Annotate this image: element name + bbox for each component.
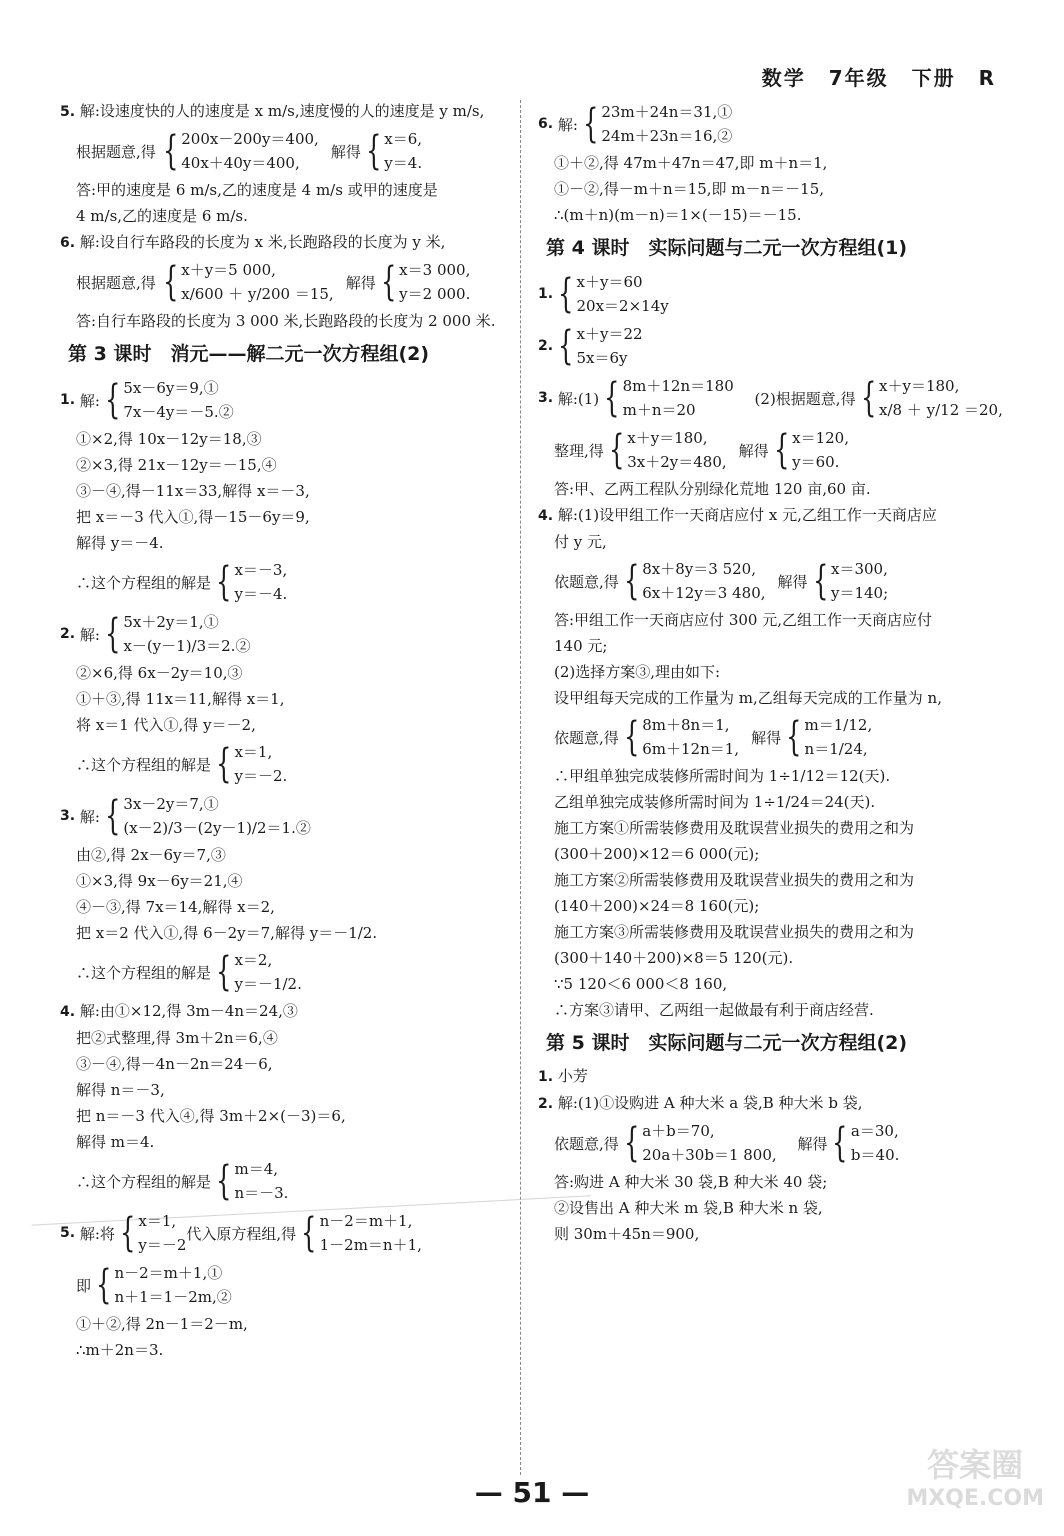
brace-icon: { [608, 427, 625, 473]
answer-r1: 1. { x＋y＝60 20x＝2×14y [538, 271, 669, 317]
problem-2: 2. 解: { 5x＋2y＝1,① x－(y－1)/3＝2.② ②×6,得 6x－2y＝10,③ ①＋③,得 11x＝11,解得 x＝1, 将 x＝1 代入①,得 y＝－2, ∴这个方程组的解是 { x＝1, y＝－2. [60, 611, 288, 787]
brace-icon: { [301, 1210, 317, 1256]
right-column [538, 98, 1008, 1247]
brace-icon: { [623, 1120, 640, 1166]
column-divider [520, 100, 521, 1475]
problem-5: 5. 解:将 { x＝1, y＝－2 代入原方程组,得 { n－2＝m＋1, 1－2m＝n＋1, 即 { n－2＝m＋1,① n＋1＝1－2m,② ①＋②,得 2n－1＝2－m, ∴m＋2n＝3. [60, 1210, 422, 1359]
answer-6-right: 6. 解: { 23m＋24n＝31,① 24m＋23n＝16,② ①＋②,得 47m＋47n＝47,即 m＋n＝1, ①－②,得－m＋n＝15,即 m－n＝－15, ∴(m＋n)(m－n)＝1×(－15)＝－15. [538, 101, 828, 224]
answer-5: 5. 解:设速度快的人的速度是 x m/s,速度慢的人的速度是 y m/s, 根据题意,得 { 200x－200y＝400, 40x＋40y＝400, 解得 { x＝6, y＝4. 答:甲的速度是 6 m/s,乙的速度是 4 m/s 或甲的速度是 4 m/s,乙的速度是 6 m/s. [60, 102, 485, 225]
brace-icon: { [604, 375, 620, 421]
problem-1: 1. 解: { 5x－6y＝9,① 7x－4y＝－5.② ①×2,得 10x－12y＝18,③ ②×3,得 21x－12y＝－15,④ ③－④,得－11x＝33,解得 x＝－3, 把 x＝－3 代入①,得－15－6y＝9, 解得 y＝－4. ∴这个方程组的解是 { x＝－3, y＝－4. [60, 377, 310, 605]
answer-s1: 1. 小芳 [538, 1067, 588, 1085]
watermark-logo: 答案圈 MXQE.COM [906, 1446, 1044, 1511]
header-edition: R [978, 66, 996, 90]
page-number: — 51 — [474, 1476, 590, 1509]
brace-icon: { [582, 101, 599, 147]
brace-icon: { [216, 949, 232, 995]
brace-icon: { [216, 559, 232, 605]
brace-icon: { [773, 427, 790, 473]
page-header [748, 62, 996, 91]
brace-icon: { [104, 611, 121, 657]
brace-icon: { [812, 558, 828, 604]
answer-r3: 3. 解:(1) { 8m＋12n＝180 m＋n＝20 (2)根据题意,得 { x＋y＝180, x/8 ＋ y/12 ＝20, 整理,得 { x＋y＝180, 3x＋2y＝480, 解得 { x＝120, y＝60. 答:甲、乙两工程队分别绿化荒地 120 亩,60 亩. [538, 375, 1003, 498]
brace-icon: { [558, 271, 574, 317]
brace-icon: { [786, 714, 802, 760]
brace-icon: { [380, 259, 397, 305]
brace-icon: { [832, 1120, 848, 1166]
brace-icon: { [860, 375, 876, 421]
brace-icon: { [119, 1210, 136, 1256]
header-grade: 7年级 [828, 66, 889, 90]
answer-r4: 4. 解:(1)设甲组工作一天商店应付 x 元,乙组工作一天商店应 付 y 元, 依题意,得 { 8x＋8y＝3 520, 6x＋12y＝3 480, 解得 { x＝300, y＝140; 答:甲组工作一天商店应付 300 元,乙组工作一天商店应付 140 元; (2)选择方案③,理由如下: 设甲组每天完成的工作量为 m,乙组每天完成的工作量为 n, 依题意,得 { 8m＋8n＝1, 6m＋12n＝1, 解得 { m＝1/12, n＝1/24, ∴甲组单独完成装修所需时间为 1÷1/12＝12(天). 乙组单独完成装修所需时间为 1÷1/24＝24(天). 施工方案①所需装修费用及耽误营业损失的费用之和为 (300＋200)×12＝6 000(元); 施工方案②所需装修费用及耽误营业损失的费用之和为 (140＋200)×24＝8 160(元); 施工方案③所需装修费用及耽误营业损失的费用之和为 (300＋140＋200)×8＝5 120(元). ∵5 120＜6 000＜8 160, ∴方案③请甲、乙两组一起做最有利于商店经营. [538, 506, 942, 1019]
problem-3: 3. 解: { 3x－2y＝7,① (x－2)/3－(2y－1)/2＝1.② 由②,得 2x－6y＝7,③ ①×3,得 9x－6y＝21,④ ④－③,得 7x＝14,解得 x＝2, 把 x＝2 代入①,得 6－2y＝7,解得 y＝－1/2. ∴这个方程组的解是 { x＝2, y＝－1/2. [60, 793, 378, 995]
header-subject: 数学 [761, 66, 806, 90]
section-title-4: 第 4 课时 实际问题与二元一次方程组(1) [546, 237, 908, 259]
brace-icon: { [365, 128, 382, 174]
brace-icon: { [96, 1262, 112, 1308]
brace-icon: { [558, 323, 574, 369]
brace-icon: { [216, 1158, 232, 1204]
problem-4: 4. 解:由①×12,得 3m－4n＝24,③ 把②式整理,得 3m＋2n＝6,④ ③－④,得－4n－2n＝24－6, 解得 n＝－3, 把 n＝－3 代入④,得 3m＋2×(－3)＝6, 解得 m＝4. ∴这个方程组的解是 { m＝4, n＝－3. [60, 1002, 346, 1204]
answer-s2: 2. 解:(1)①设购进 A 种大米 a 袋,B 种大米 b 袋, 依题意,得 { a＋b＝70, 20a＋30b＝1 800, 解得 { a＝30, b＝40. 答:购进 A 种大米 30 袋,B 种大米 40 袋; ②设售出 A 种大米 m 袋,B 种大米 n 袋, 则 30m＋45n＝900, [538, 1094, 900, 1243]
brace-icon: { [623, 714, 640, 760]
brace-icon: { [162, 259, 179, 305]
answer-6: 6. 解:设自行车路段的长度为 x 米,长跑路段的长度为 y 米, 根据题意,得 { x＋y＝5 000, x/600 ＋ y/200 ＝15, 解得 { x＝3 000, y＝2 000. 答:自行车路段的长度为 3 000 米,长跑路段的长度为 2 000 米. [60, 233, 496, 330]
answer-r2: 2. { x＋y＝22 5x＝6y [538, 323, 643, 369]
brace-icon: { [162, 128, 179, 174]
left-column [60, 98, 505, 1363]
brace-icon: { [104, 793, 121, 839]
header-volume: 下册 [911, 66, 956, 90]
section-title-5: 第 5 课时 实际问题与二元一次方程组(2) [546, 1032, 908, 1054]
brace-icon: { [104, 377, 121, 423]
brace-icon: { [216, 741, 232, 787]
section-title-3: 第 3 课时 消元——解二元一次方程组(2) [68, 343, 430, 365]
brace-icon: { [623, 558, 640, 604]
